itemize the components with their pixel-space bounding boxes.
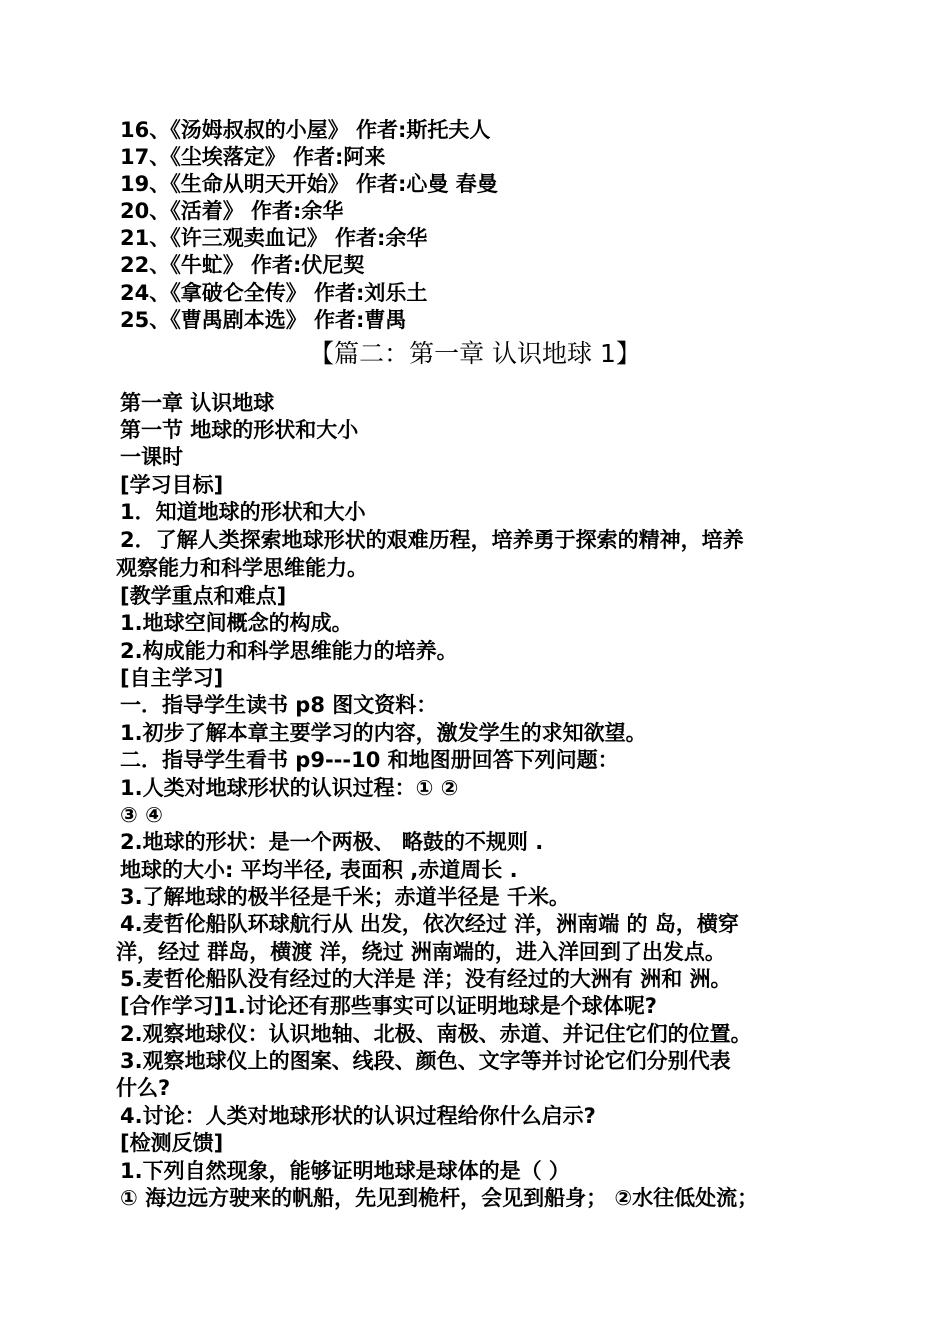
lesson-line: 1.初步了解本章主要学习的内容，激发学生的求知欲望。 [120,721,647,745]
lesson-line: 1．知道地球的形状和大小 [120,500,366,524]
book-item: 17、《尘埃落定》 作者:阿来 [120,145,386,169]
lesson-line: 4.讨论：人类对地球形状的认识过程给你什么启示? [120,1104,596,1128]
lesson-line: 4.麦哲伦船队环球航行从 出发，依次经过 洋，洲南端 的 岛，横穿 [120,912,739,936]
lesson-line: 3.了解地球的极半径是千米；赤道半径是 千米。 [120,885,570,909]
lesson-line: 5.麦哲伦船队没有经过的大洋是 洋；没有经过的大洲有 洲和 洲。 [120,967,732,991]
lesson-line: ① 海边远方驶来的帆船，先见到桅杆，会见到船身； ②水往低处流； [120,1186,759,1210]
lesson-line: 地球的大小: 平均半径, 表面积 ,赤道周长 . [120,858,518,882]
book-item: 24、《拿破仑全传》 作者:刘乐土 [120,281,428,305]
lesson-line: 2.观察地球仪：认识地轴、北极、南极、赤道、并记住它们的位置。 [120,1022,752,1046]
section-heading: 【篇二：第一章 认识地球 1】 [309,339,641,368]
lesson-line: 1.下列自然现象，能够证明地球是球体的是（ ） [120,1159,570,1183]
lesson-line: 1.人类对地球形状的认识过程：① ② [120,776,459,800]
lesson-line: 1.地球空间概念的构成。 [120,611,353,635]
chapter-title: 第一章 认识地球 [120,391,275,415]
book-item: 21、《许三观卖血记》 作者:余华 [120,226,428,250]
lesson-line: 什么? [116,1076,171,1100]
lesson-line: 2.构成能力和科学思维能力的培养。 [120,639,458,663]
lesson-line: 3.观察地球仪上的图案、线段、颜色、文字等并讨论它们分别代表 [120,1049,731,1073]
lesson-line: 一．指导学生读书 p8 图文资料： [120,693,438,717]
book-item: 20、《活着》 作者:余华 [120,199,344,223]
section-title: 第一节 地球的形状和大小 [120,418,359,442]
book-item: 19、《生命从明天开始》 作者:心曼 春曼 [120,172,498,196]
lesson-line: [合作学习]1.讨论还有那些事实可以证明地球是个球体呢? [120,994,657,1018]
book-item: 25、《曹禺剧本选》 作者:曹禺 [120,308,407,332]
lesson-line: [检测反馈] [120,1131,224,1155]
book-item: 16、《汤姆叔叔的小屋》 作者:斯托夫人 [120,118,491,142]
lesson-line: 2.地球的形状：是一个两极、 略鼓的不规则 . [120,830,544,854]
lesson-line: 洋，经过 群岛，横渡 洋，绕过 洲南端的，进入洋回到了出发点。 [116,940,726,964]
lesson-line: 一课时 [120,445,183,469]
book-item: 22、《牛虻》 作者:伏尼契 [120,253,365,277]
lesson-line: [自主学习] [120,666,224,690]
lesson-line: 2．了解人类探索地球形状的艰难历程，培养勇于探索的精神，培养 [120,528,744,552]
lesson-line: ③ ④ [120,803,163,827]
lesson-line: 观察能力和科学思维能力。 [116,556,368,580]
lesson-line: [教学重点和难点] [120,584,287,608]
lesson-line: 二．指导学生看书 p9---10 和地图册回答下列问题： [120,748,619,772]
lesson-line: [学习目标] [120,473,224,497]
